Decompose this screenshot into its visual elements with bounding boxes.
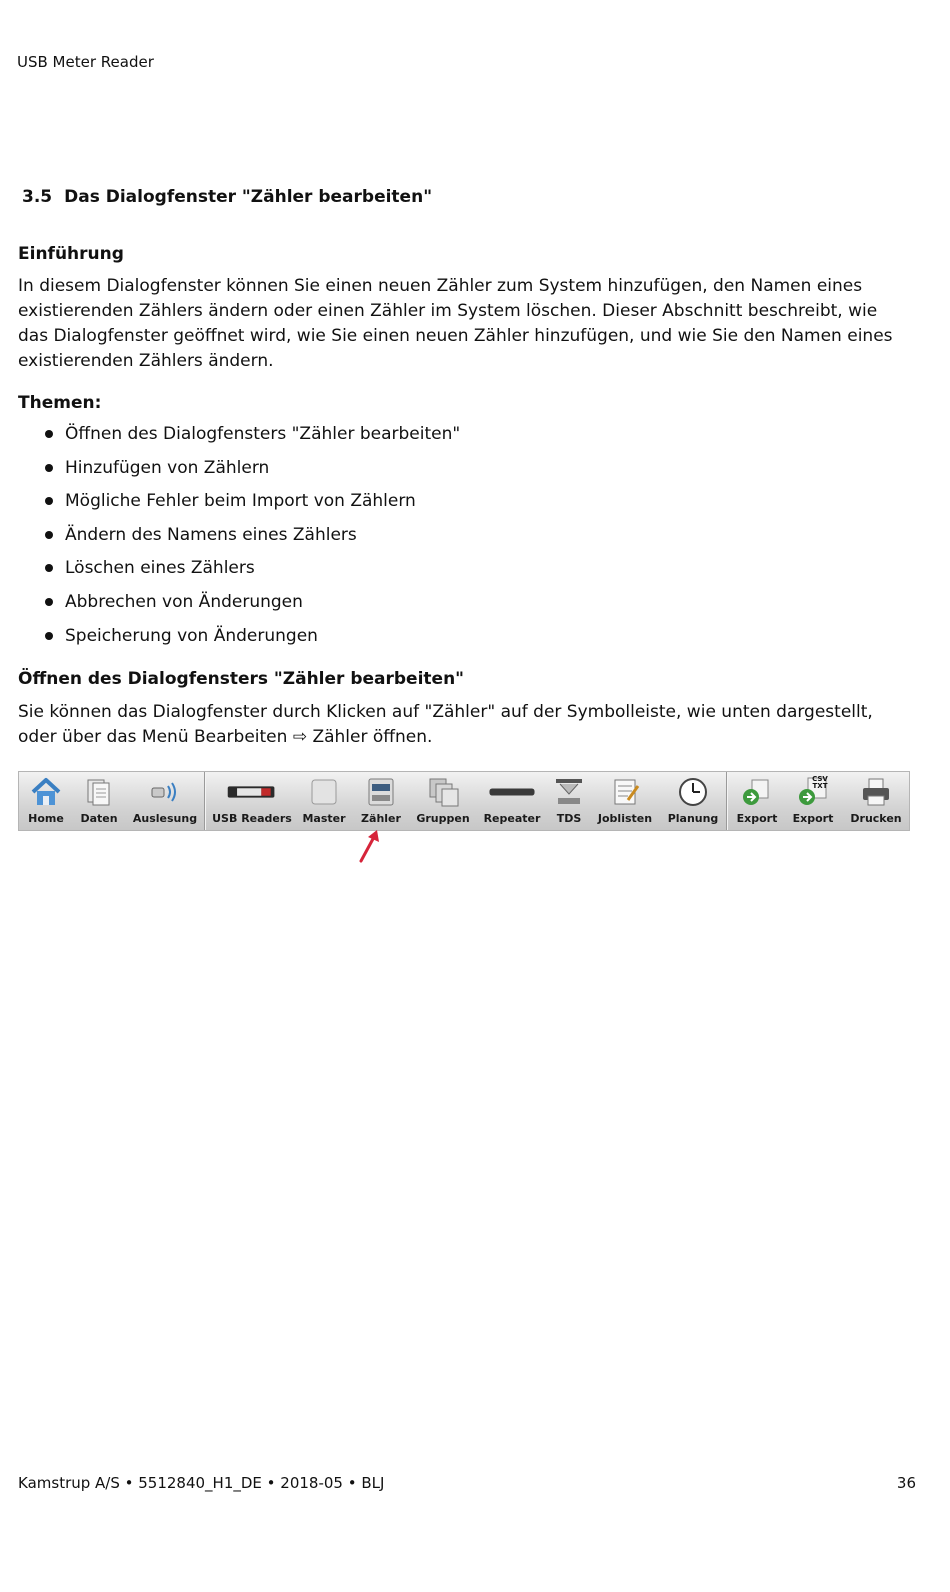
- topics-heading: Themen:: [18, 393, 102, 413]
- intro-paragraph: In diesem Dialogfenster können Sie einen neuen Zähler zum System hinzufügen, den Namen eines existierenden Zählers ändern oder einen Zähler im System löschen. Dieser Abschnitt beschreibt, wie das Dialogfenster geöffnet wird, wie Sie einen neuen Zähler hinzufügen, und wie Sie den Namen eines existierenden Zählers ändern.: [18, 276, 893, 371]
- zaehler-button[interactable]: Zähler: [359, 772, 403, 830]
- tds-button[interactable]: TDS: [549, 772, 589, 830]
- page-number: 36: [896, 1474, 916, 1492]
- list-item: Speicherung von Änderungen: [0, 625, 460, 659]
- drucken-button[interactable]: Drucken: [847, 772, 905, 830]
- printer-icon: [859, 776, 893, 808]
- gruppen-button[interactable]: Gruppen: [415, 772, 471, 830]
- list-item: Öffnen des Dialogfensters "Zähler bearbeiten": [0, 423, 460, 457]
- open-dialog-heading: Öffnen des Dialogfensters "Zähler bearbeiten": [18, 669, 465, 689]
- master-button[interactable]: Master: [301, 772, 347, 830]
- section-title-text: Das Dialogfenster "Zähler bearbeiten": [64, 187, 433, 207]
- export-csv-button[interactable]: CSV TXT Export: [792, 775, 834, 825]
- home-button[interactable]: Home: [23, 772, 69, 830]
- list-item: Hinzufügen von Zählern: [0, 457, 460, 491]
- bullet-icon: [45, 464, 53, 472]
- list-item: Löschen eines Zählers: [0, 557, 460, 591]
- pointer-arrow-icon: [357, 828, 383, 864]
- usb-stick-icon: [224, 776, 280, 808]
- section-title: [22, 187, 432, 207]
- radio-signal-icon: [148, 776, 182, 808]
- list-item: Mögliche Fehler beim Import von Zählern: [0, 490, 460, 524]
- toolbar: [18, 771, 910, 831]
- job-list-icon: [608, 776, 642, 808]
- home-icon: [29, 776, 63, 808]
- bullet-icon: [45, 430, 53, 438]
- documents-icon: [82, 776, 116, 808]
- csv-badge: CSV TXT: [812, 775, 828, 790]
- list-item: Abbrechen von Änderungen: [0, 591, 460, 625]
- usb-readers-button[interactable]: USB Readers: [211, 772, 293, 830]
- clock-icon: [676, 776, 710, 808]
- export-icon: [740, 776, 774, 808]
- meter-icon: [364, 776, 398, 808]
- meter-group-icon: [426, 776, 460, 808]
- footer-document-info: Kamstrup A/S • 5512840_H1_DE • 2018-05 • BLJ: [18, 1474, 385, 1492]
- open-dialog-paragraph: Sie können das Dialogfenster durch Klicken auf "Zähler" auf der Symbolleiste, wie unten dargestellt, oder über das Menü Bearbeiten ⇨ Zähler öffnen.: [18, 702, 873, 747]
- bullet-icon: [45, 531, 53, 539]
- list-item: Ändern des Namens eines Zählers: [0, 524, 460, 558]
- export-button[interactable]: Export: [733, 772, 781, 830]
- bullet-icon: [45, 632, 53, 640]
- repeater-device-icon: [486, 776, 538, 808]
- toolbar-separator: [726, 772, 727, 830]
- bullet-icon: [45, 497, 53, 505]
- daten-button[interactable]: Daten: [75, 772, 123, 830]
- section-number: 3.5: [22, 187, 53, 207]
- bullet-icon: [45, 598, 53, 606]
- topics-list: [0, 423, 460, 658]
- planung-button[interactable]: Planung: [663, 772, 723, 830]
- bullet-icon: [45, 564, 53, 572]
- joblisten-button[interactable]: Joblisten: [597, 772, 653, 830]
- repeater-button[interactable]: Repeater: [481, 772, 543, 830]
- tds-icon: [552, 776, 586, 808]
- intro-heading: Einführung: [18, 244, 124, 264]
- running-header: USB Meter Reader: [17, 53, 154, 71]
- master-device-icon: [307, 776, 341, 808]
- toolbar-separator: [204, 772, 205, 830]
- auslesung-button[interactable]: Auslesung: [131, 772, 199, 830]
